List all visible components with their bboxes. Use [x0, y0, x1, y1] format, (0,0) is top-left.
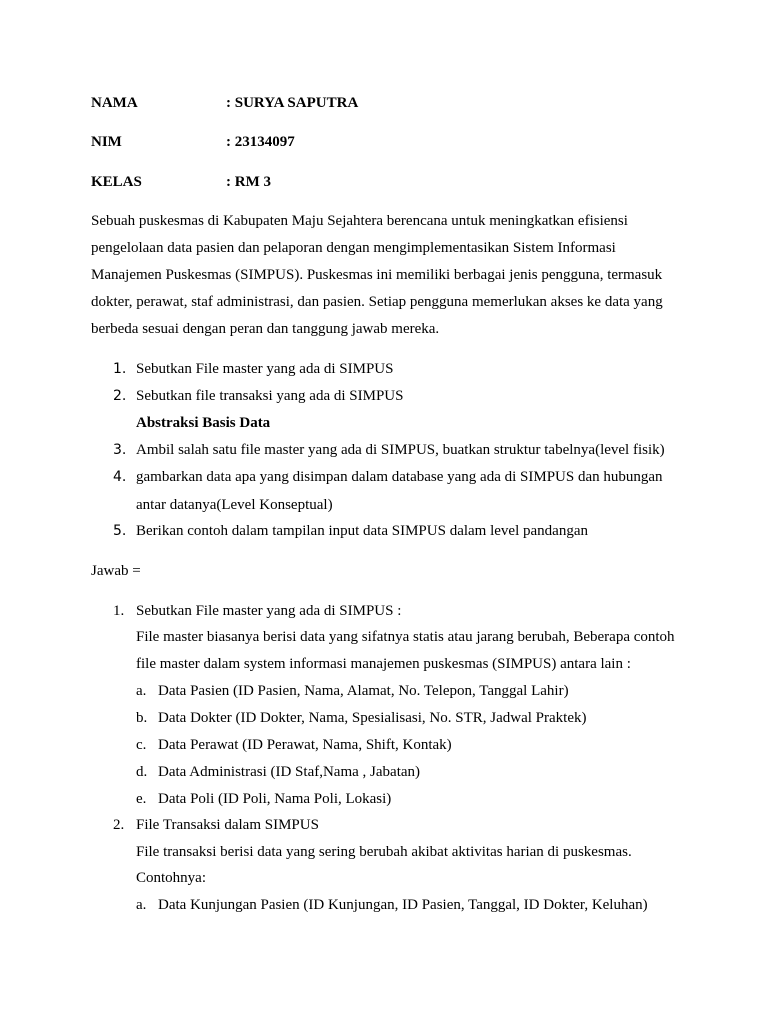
list-item-letter: e. — [136, 791, 147, 807]
question-number: 1. — [113, 361, 127, 377]
class-label: KELAS — [91, 174, 142, 190]
list-item: Data Perawat (ID Perawat, Nama, Shift, Kontak) — [158, 737, 452, 753]
list-item: Data Administrasi (ID Staf,Nama , Jabatan) — [158, 764, 421, 780]
question-number: 2. — [113, 388, 127, 404]
intro-line: Sebuah puskesmas di Kabupaten Maju Sejahtera berencana untuk meningkatkan efisiensi — [91, 213, 628, 229]
answer-2-title: File Transaksi dalam SIMPUS — [136, 817, 319, 833]
class-value: : RM 3 — [226, 174, 271, 190]
name-label: NAMA — [91, 95, 138, 111]
list-item-letter: a. — [136, 897, 147, 913]
list-item-letter: b. — [136, 710, 148, 726]
list-item-letter: a. — [136, 683, 147, 699]
list-item: Data Kunjungan Pasien (ID Kunjungan, ID Pasien, Tanggal, ID Dokter, Keluhan) — [158, 897, 648, 913]
question-5: Berikan contoh dalam tampilan input data SIMPUS dalam level pandangan — [136, 523, 588, 539]
answer-2-desc-line-2: Contohnya: — [136, 870, 206, 886]
question-number: 4. — [113, 469, 127, 485]
question-4-line-1: gambarkan data apa yang disimpan dalam database yang ada di SIMPUS dan hubungan — [136, 469, 663, 485]
question-1: Sebutkan File master yang ada di SIMPUS — [136, 361, 394, 377]
question-3: Ambil salah satu file master yang ada di SIMPUS, buatkan struktur tabelnya(level fisik) — [136, 442, 665, 458]
list-item: Data Poli (ID Poli, Nama Poli, Lokasi) — [158, 791, 392, 807]
answer-number: 1. — [113, 603, 125, 619]
nim-value: : 23134097 — [226, 134, 295, 150]
answer-1-title: Sebutkan File master yang ada di SIMPUS : — [136, 603, 402, 619]
question-number: 3. — [113, 442, 127, 458]
intro-line: berbeda sesuai dengan peran dan tanggung jawab mereka. — [91, 321, 440, 337]
intro-line: pengelolaan data pasien dan pelaporan dengan mengimplementasikan Sistem Informasi — [91, 240, 616, 256]
intro-line: dokter, perawat, staf administrasi, dan pasien. Setiap pengguna memerlukan akses ke data yang — [91, 294, 663, 310]
nim-label: NIM — [91, 134, 122, 150]
list-item-letter: c. — [136, 737, 147, 753]
intro-line: Manajemen Puskesmas (SIMPUS). Puskesmas ini memiliki berbagai jenis pengguna, termasuk — [91, 267, 663, 283]
question-4-line-2: antar datanya(Level Konseptual) — [136, 497, 333, 513]
list-item-letter: d. — [136, 764, 148, 780]
answer-number: 2. — [113, 817, 125, 833]
name-value: : SURYA SAPUTRA — [226, 95, 359, 111]
answer-1-desc-line-1: File master biasanya berisi data yang sifatnya statis atau jarang berubah, Beberapa contoh — [136, 629, 675, 645]
answer-2-desc-line-1: File transaksi berisi data yang sering berubah akibat aktivitas harian di puskesmas. — [136, 844, 632, 860]
list-item: Data Pasien (ID Pasien, Nama, Alamat, No. Telepon, Tanggal Lahir) — [158, 683, 569, 699]
answer-label: Jawab = — [91, 563, 141, 579]
list-item: Data Dokter (ID Dokter, Nama, Spesialisasi, No. STR, Jadwal Praktek) — [158, 710, 587, 726]
question-number: 5. — [113, 523, 127, 539]
question-2: Sebutkan file transaksi yang ada di SIMPUS — [136, 388, 404, 404]
section-subheading: Abstraksi Basis Data — [136, 415, 271, 431]
answer-1-desc-line-2: file master dalam system informasi manajemen puskesmas (SIMPUS) antara lain : — [136, 656, 631, 672]
